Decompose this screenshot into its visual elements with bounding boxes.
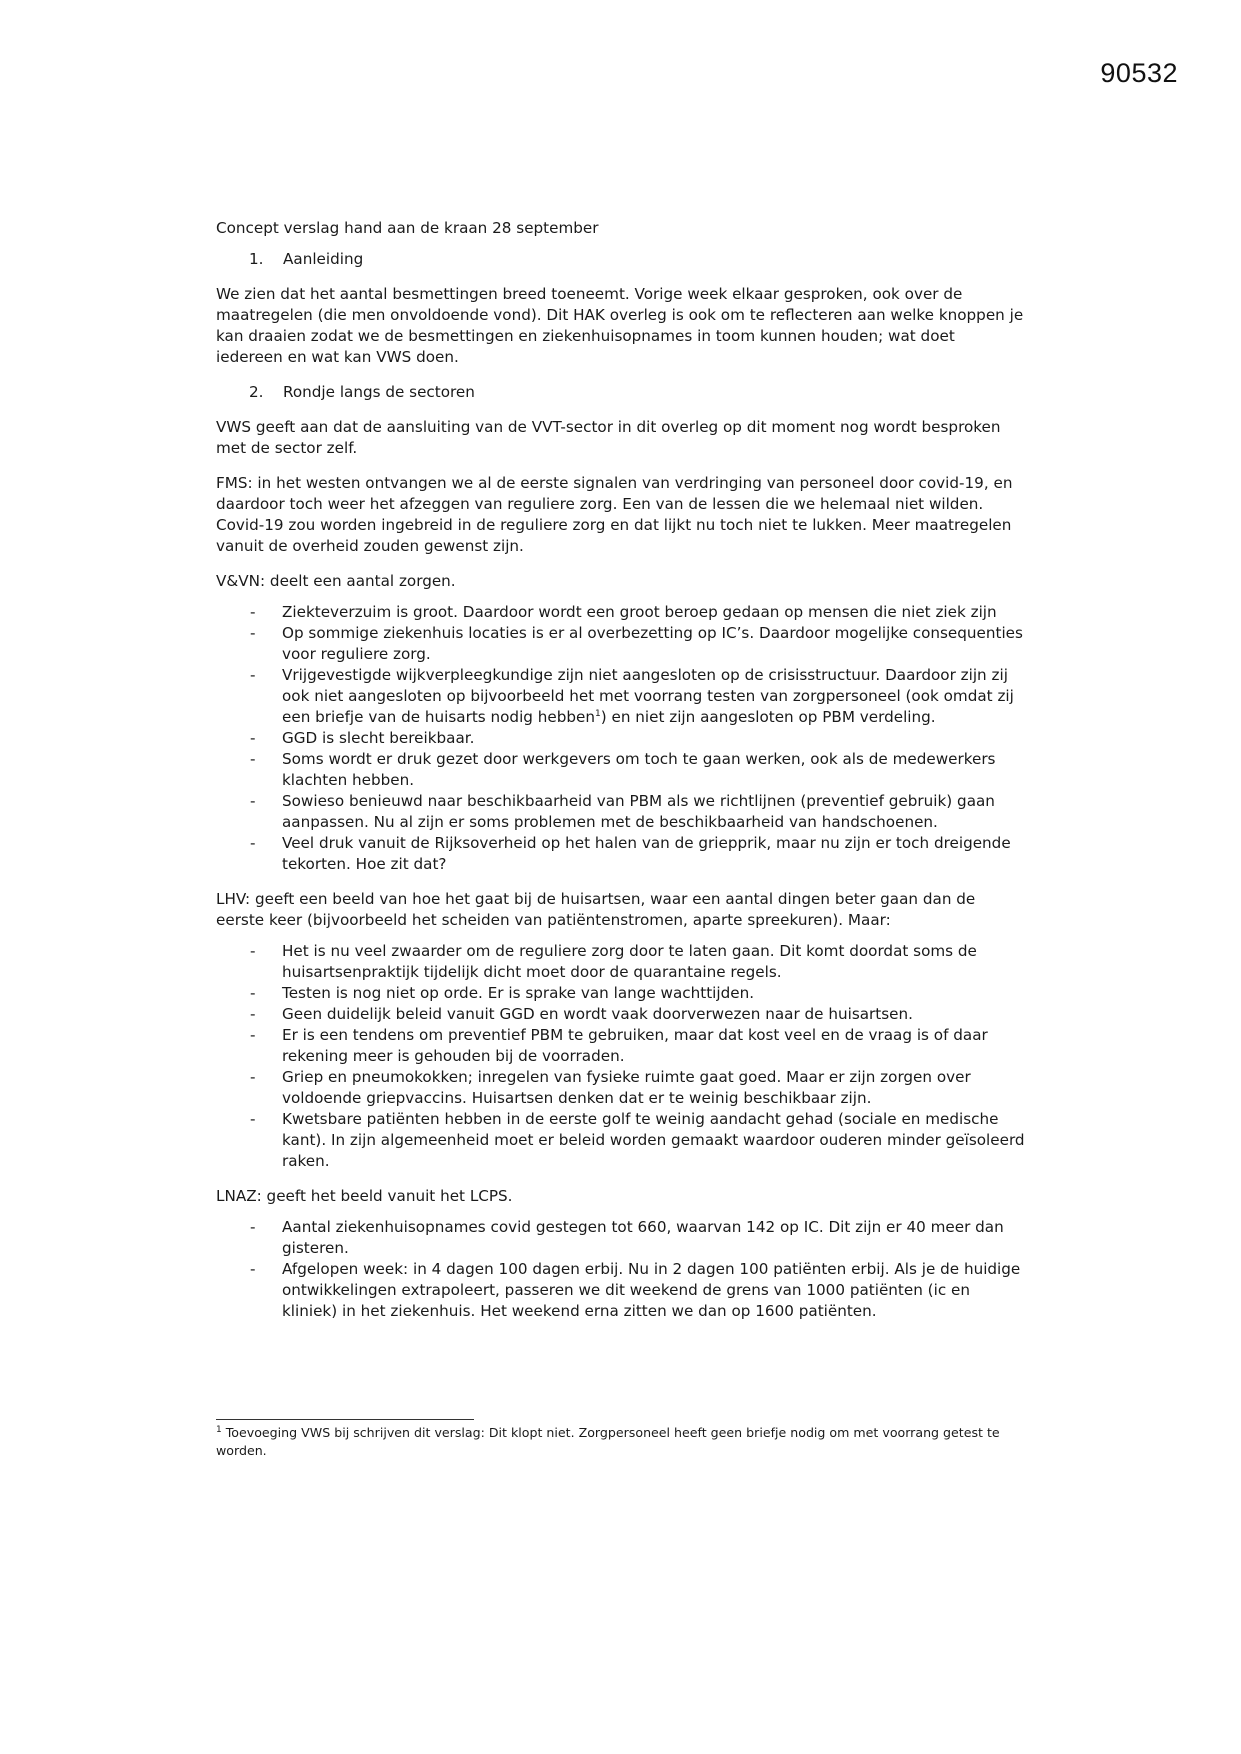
section-heading-text: Aanleiding xyxy=(283,250,364,268)
paragraph-aanleiding: We zien dat het aantal besmettingen breed toeneemt. Vorige week elkaar gesproken, ook over de maatregelen (die men onvoldoende vond). Dit HAK overleg is ook om te reflecteren aan welke knoppen je kan draaien zodat we de besmettingen en ziekenhuisopnames in toom kunnen houden; wat doet iedereen en wat kan VWS doen. xyxy=(216,285,1024,366)
list-item-text: GGD is slecht bereikbaar. xyxy=(282,729,475,747)
dash-marker: - xyxy=(250,666,256,684)
dash-marker: - xyxy=(250,624,256,642)
list-item-text: Kwetsbare patiënten hebben in de eerste golf te weinig aandacht gehad (sociale en medische kant). In zijn algemeenheid moet er beleid worden gemaakt waardoor ouderen minder geïsoleerd raken. xyxy=(282,1110,1025,1170)
section-heading-2 xyxy=(216,382,1026,403)
footnote-separator xyxy=(216,1419,474,1420)
list-item-text: Testen is nog niet op orde. Er is sprake van lange wachttijden. xyxy=(282,984,755,1002)
list-item-text: Griep en pneumokokken; inregelen van fysieke ruimte gaat goed. Maar er zijn zorgen over voldoende griepvaccins. Huisartsen denken dat er te weinig beschikbaar zijn. xyxy=(282,1068,971,1107)
list-item xyxy=(216,1025,1026,1067)
dash-marker: - xyxy=(250,750,256,768)
list-item xyxy=(216,1109,1026,1172)
list-item-text: Er is een tendens om preventief PBM te gebruiken, maar dat kost veel en de vraag is of daar rekening meer is gehouden bij de voorraden. xyxy=(282,1026,988,1065)
dash-marker: - xyxy=(250,1110,256,1128)
list-item-text: Afgelopen week: in 4 dagen 100 dagen erbij. Nu in 2 dagen 100 patiënten erbij. Als je de huidige ontwikkelingen extrapoleert, passeren we dit weekend de grens van 1000 patiënten (ic en kliniek) in het ziekenhuis. Het weekend erna zitten we dan op 1600 patiënten. xyxy=(282,1260,1021,1320)
footnote-marker: 1 xyxy=(594,708,601,719)
list-item xyxy=(216,791,1026,833)
document-body xyxy=(216,218,1026,1336)
section-number: 2. xyxy=(249,383,264,401)
list-item xyxy=(216,1259,1026,1322)
vvn-list xyxy=(216,602,1026,875)
footnote-text: Toevoeging VWS bij schrijven dit verslag: Dit klopt niet. Zorgpersoneel heeft geen briefje nodig om met voorrang getest te worden. xyxy=(216,1425,1000,1458)
document-title: Concept verslag hand aan de kraan 28 september xyxy=(216,219,599,237)
dash-marker: - xyxy=(250,603,256,621)
dash-marker: - xyxy=(250,1026,256,1044)
footnote xyxy=(216,1424,1006,1460)
list-item-text: Veel druk vanuit de Rijksoverheid op het halen van de griepprik, maar nu zijn er toch dreigende tekorten. Hoe zit dat? xyxy=(282,834,1011,873)
list-item-text xyxy=(282,665,1026,728)
list-item-text: Aantal ziekenhuisopnames covid gestegen tot 660, waarvan 142 op IC. Dit zijn er 40 meer dan gisteren. xyxy=(282,1218,1004,1257)
list-item-text-part: ) en niet zijn aangesloten op PBM verdeling. xyxy=(600,708,936,726)
dash-marker: - xyxy=(250,1218,256,1236)
section-heading-1 xyxy=(216,249,1026,270)
list-item xyxy=(216,941,1026,983)
dash-marker: - xyxy=(250,984,256,1002)
dash-marker: - xyxy=(250,1068,256,1086)
list-item-text: Geen duidelijk beleid vanuit GGD en wordt vaak doorverwezen naar de huisartsen. xyxy=(282,1005,913,1023)
dash-marker: - xyxy=(250,942,256,960)
list-item-text: Soms wordt er druk gezet door werkgevers om toch te gaan werken, ook als de medewerkers klachten hebben. xyxy=(282,750,996,789)
section-number: 1. xyxy=(249,250,264,268)
list-item-text-part: Vrijgevestigde wijkverpleegkundige zijn niet aangesloten op de crisisstructuur. Daardoor zijn zij ook niet aangesloten op bijvoorbeeld het met voorrang testen van zorgpersoneel (ook omdat zij een briefje van de huisarts nodig hebben xyxy=(282,666,1014,726)
footnote-number: 1 xyxy=(216,1424,222,1435)
list-item xyxy=(216,602,1026,623)
paragraph-vws: VWS geeft aan dat de aansluiting van de VVT-sector in dit overleg op dit moment nog wordt besproken met de sector zelf. xyxy=(216,418,1001,457)
lhv-list xyxy=(216,941,1026,1172)
list-item xyxy=(216,1067,1026,1109)
paragraph-lhv-intro: LHV: geeft een beeld van hoe het gaat bij de huisartsen, waar een aantal dingen beter gaan dan de eerste keer (bijvoorbeeld het scheiden van patiëntenstromen, aparte spreekuren). Maar: xyxy=(216,890,976,929)
dash-marker: - xyxy=(250,1260,256,1278)
list-item xyxy=(216,1004,1026,1025)
list-item xyxy=(216,623,1026,665)
list-item xyxy=(216,665,1026,728)
dash-marker: - xyxy=(250,792,256,810)
paragraph-fms: FMS: in het westen ontvangen we al de eerste signalen van verdringing van personeel door covid-19, en daardoor toch weer het afzeggen van reguliere zorg. Een van de lessen die we helemaal niet wilden. Covid-19 zou worden ingebreid in de reguliere zorg en dat lijkt nu toch niet te lukken. Meer maatregelen vanuit de overheid zouden gewenst zijn. xyxy=(216,474,1013,555)
list-item xyxy=(216,833,1026,875)
list-item xyxy=(216,749,1026,791)
document-number: 90532 xyxy=(1100,58,1178,88)
list-item xyxy=(216,728,1026,749)
dash-marker: - xyxy=(250,834,256,852)
dash-marker: - xyxy=(250,729,256,747)
list-item xyxy=(216,1217,1026,1259)
section-heading-text: Rondje langs de sectoren xyxy=(283,383,475,401)
list-item-text: Het is nu veel zwaarder om de reguliere zorg door te laten gaan. Dit komt doordat soms de huisartsenpraktijk tijdelijk dicht moet door de quarantaine regels. xyxy=(282,942,977,981)
list-item-text: Sowieso benieuwd naar beschikbaarheid van PBM als we richtlijnen (preventief gebruik) gaan aanpassen. Nu al zijn er soms problemen met de beschikbaarheid van handschoenen. xyxy=(282,792,995,831)
dash-marker: - xyxy=(250,1005,256,1023)
list-item-text: Op sommige ziekenhuis locaties is er al overbezetting op IC’s. Daardoor mogelijke consequenties voor reguliere zorg. xyxy=(282,624,1023,663)
paragraph-vvn-intro: V&VN: deelt een aantal zorgen. xyxy=(216,572,456,590)
lnaz-list xyxy=(216,1217,1026,1322)
paragraph-lnaz-intro: LNAZ: geeft het beeld vanuit het LCPS. xyxy=(216,1187,513,1205)
list-item-text: Ziekteverzuim is groot. Daardoor wordt een groot beroep gedaan op mensen die niet ziek zijn xyxy=(282,603,997,621)
list-item xyxy=(216,983,1026,1004)
